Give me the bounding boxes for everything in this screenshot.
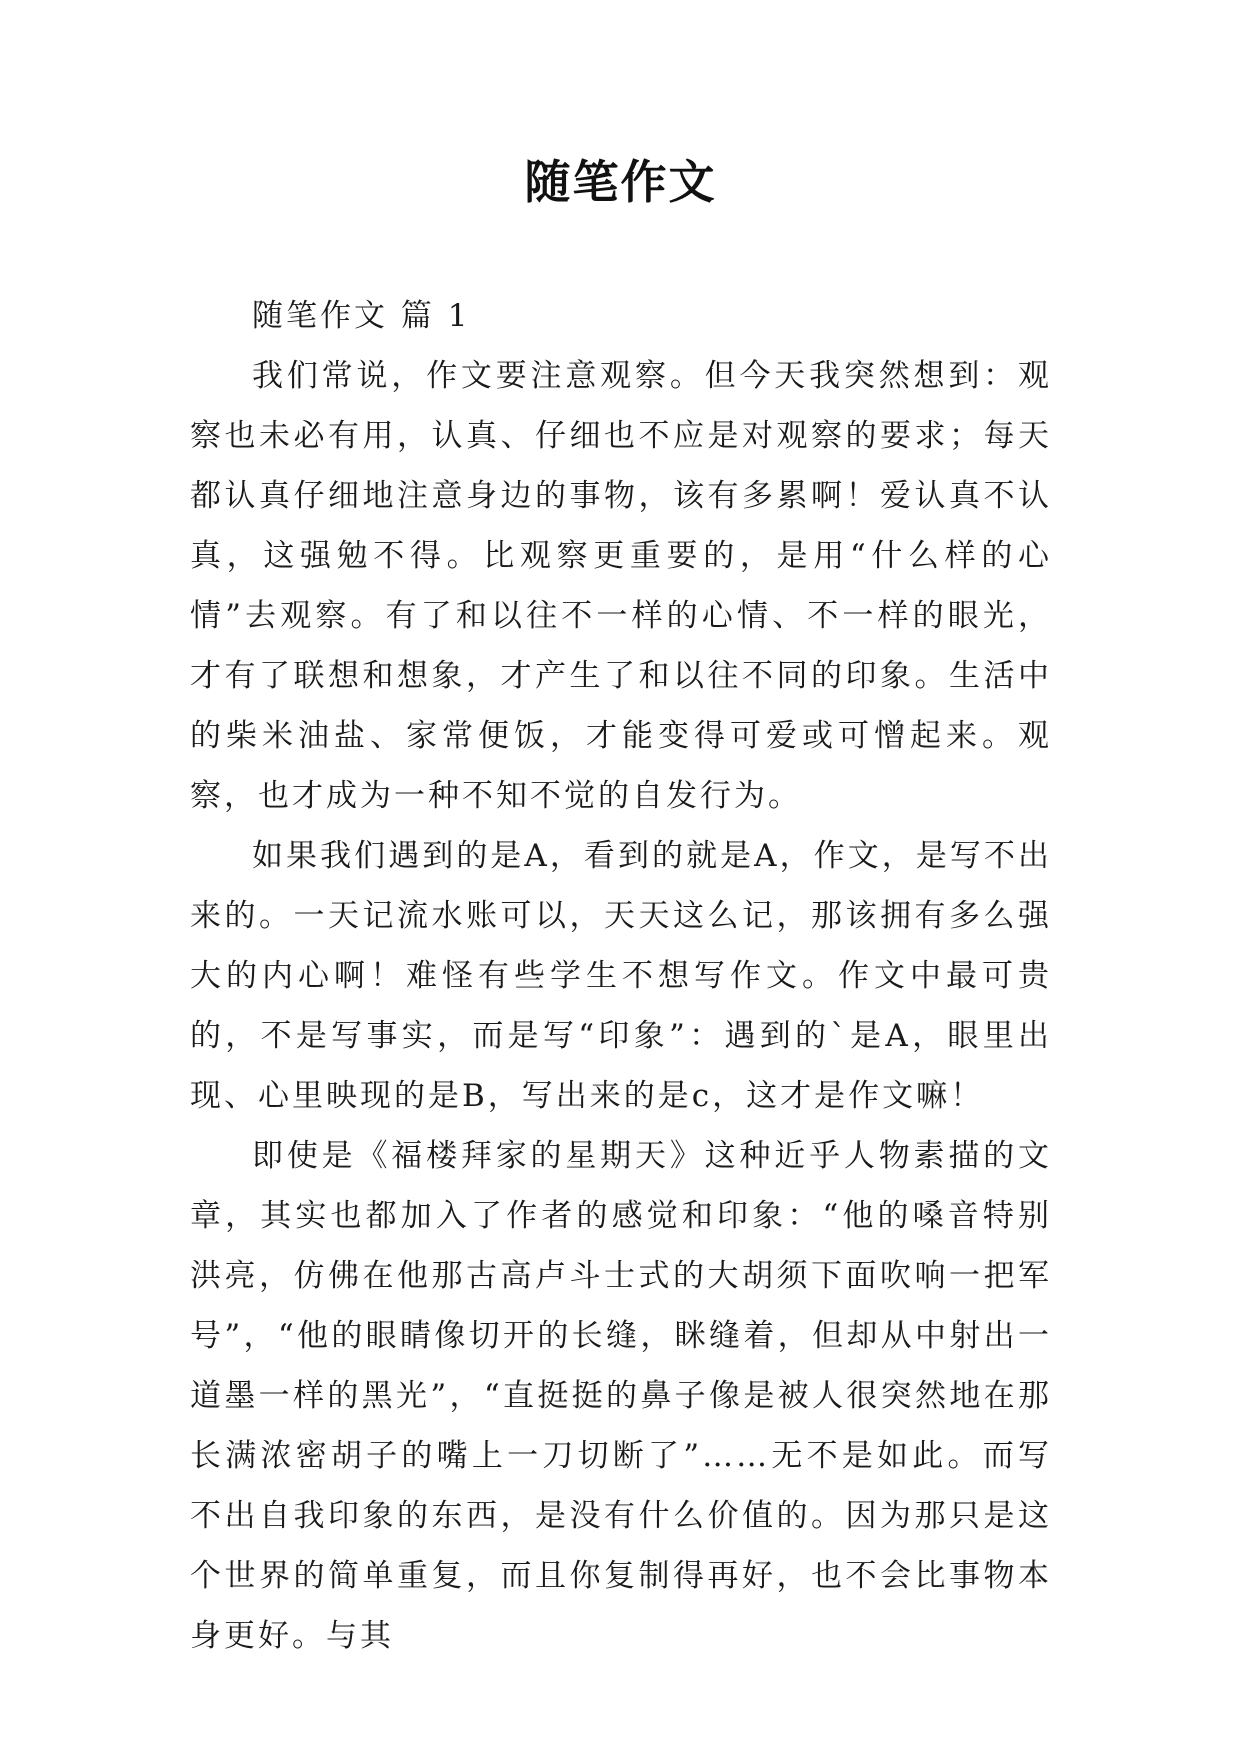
paragraph-3: 即使是《福楼拜家的星期天》这种近乎人物素描的文章，其实也都加入了作者的感觉和印象：“他的嗓音特别洪亮，仿佛在他那古高卢斗士式的大胡须下面吹响一把军号”，“他的眼睛像切开的长缝，眯缝着，但却从中射出一道墨一样的黑光”，“直挺挺的鼻子像是被人很突然地在那长满浓密胡子的嘴上一刀切断了”……无不是如此。而写不出自我印象的东西，是没有什么价值的。因为那只是这个世界的简单重复，而且你复制得再好，也不会比事物本身更好。与其 [190,1138,1052,1654]
paragraph-2: 如果我们遇到的是A，看到的就是A，作文，是写不出来的。一天记流水账可以，天天这么记，那该拥有多么强大的内心啊！难怪有些学生不想写作文。作文中最可贵的，不是写事实，而是写“印象”：遇到的`是A，眼里出现、心里映现的是B，写出来的是c，这才是作文嘛！ [190,838,1052,1114]
document-body [190,286,1052,1666]
document-title: 随笔作文 [524,155,717,209]
paragraph-1: 我们常说，作文要注意观察。但今天我突然想到：观察也未必有用，认真、仔细也不应是对观察的要求；每天都认真仔细地注意身边的事物，该有多累啊！爱认真不认真，这强勉不得。比观察更重要的，是用“什么样的心情”去观察。有了和以往不一样的心情、不一样的眼光，才有了联想和想象，才产生了和以往不同的印象。生活中的柴米油盐、家常便饭，才能变得可爱或可憎起来。观察，也才成为一种不知不觉的自发行为。 [190,358,1052,814]
section-heading: 随笔作文 篇 1 [252,298,471,334]
